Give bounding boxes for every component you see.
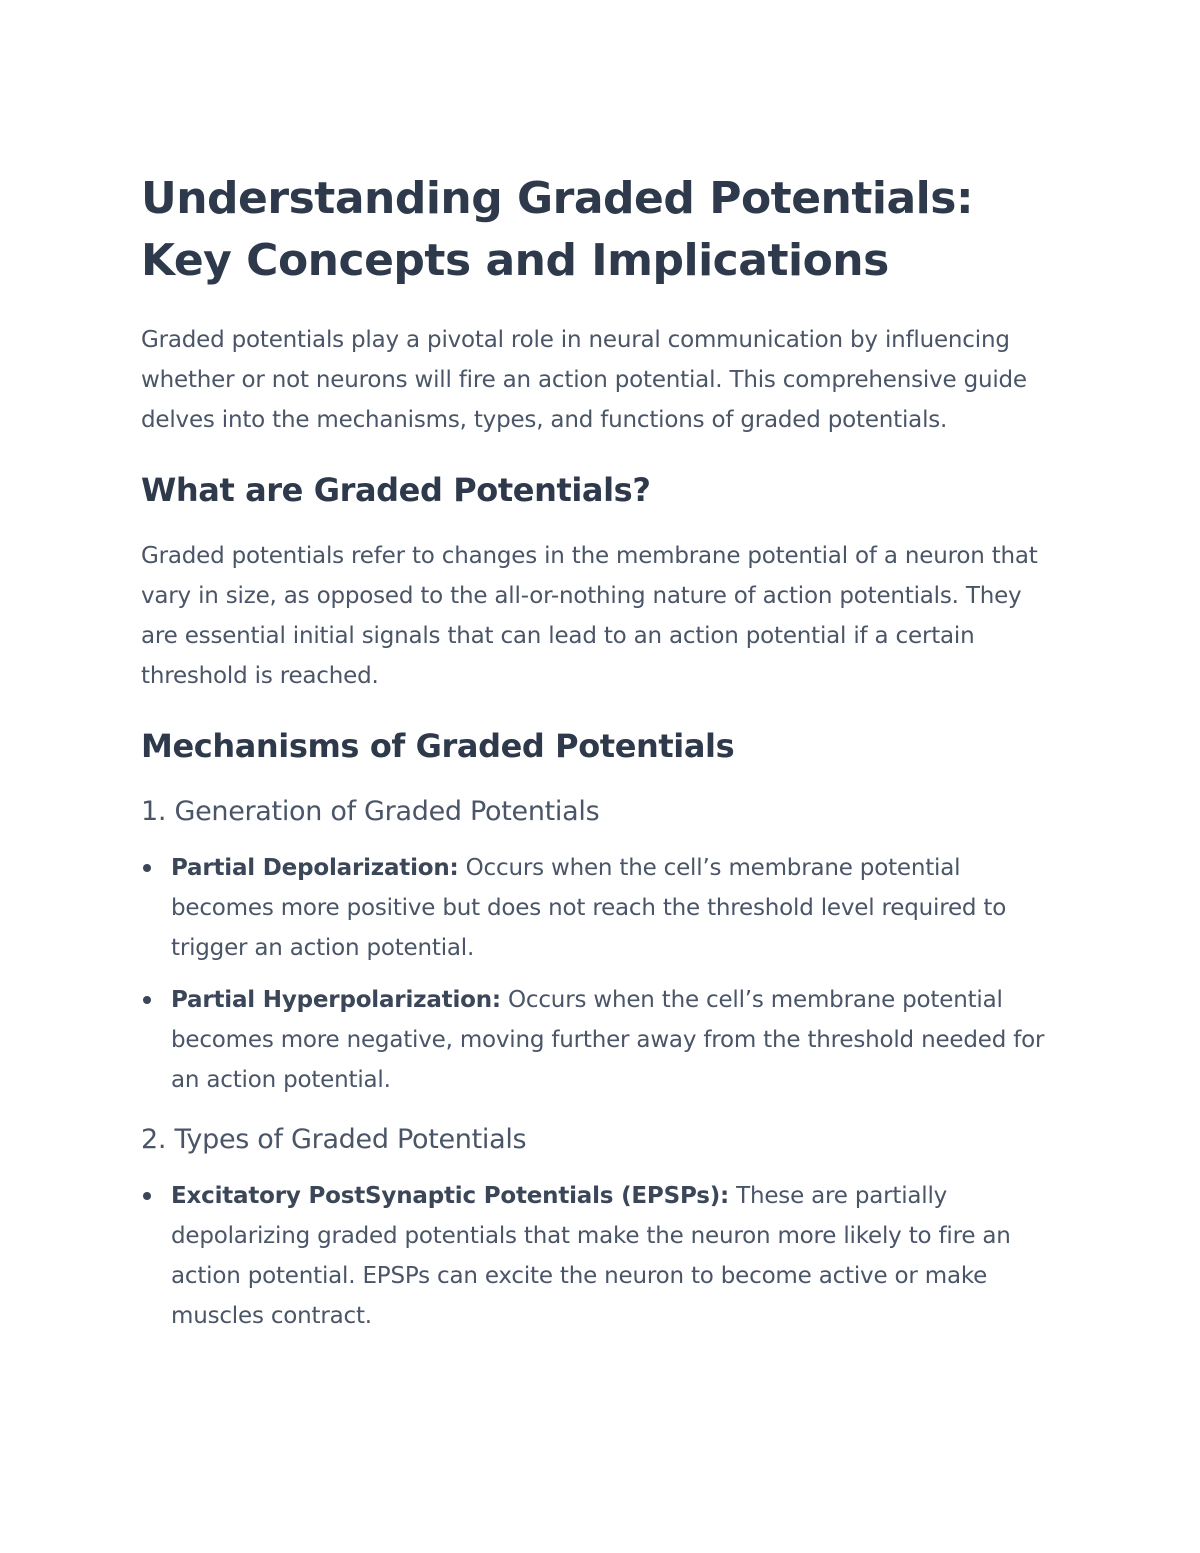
list-item-term: Partial Depolarization:: [171, 855, 459, 881]
document-page: [141, 168, 1056, 1348]
list-item: [141, 848, 1056, 968]
bullet-icon: [143, 864, 151, 872]
list-item-text: Occurs when the cell’s membrane potential becomes more negative, moving further away from the threshold needed for an action potential.: [171, 987, 1045, 1093]
section-heading-mechanisms: Mechanisms of Graded Potentials: [141, 727, 735, 765]
subsection-heading-types: 2. Types of Graded Potentials: [141, 1124, 527, 1155]
section-heading-what-are: What are Graded Potentials?: [141, 471, 651, 509]
list-item-term: Excitatory PostSynaptic Potentials (EPSPs):: [171, 1183, 729, 1209]
section-paragraph-what-are: Graded potentials refer to changes in the membrane potential of a neuron that vary in size, as opposed to the all-or-nothing nature of action potentials. They are essential initial signals that can lead to an action potential if a certain threshold is reached.: [141, 543, 1038, 689]
bullet-icon: [143, 1192, 151, 1200]
list-item-term: Partial Hyperpolarization:: [171, 987, 501, 1013]
list-item: [141, 1176, 1056, 1336]
list-item: [141, 980, 1056, 1100]
types-list: [141, 1176, 1056, 1336]
list-item-text: These are partially depolarizing graded potentials that make the neuron more likely to fire an action potential. EPSPs can excite the neuron to become active or make muscles contract.: [171, 1183, 1011, 1329]
subsection-heading-generation: 1. Generation of Graded Potentials: [141, 796, 600, 827]
intro-paragraph: Graded potentials play a pivotal role in neural communication by influencing whether or not neurons will fire an action potential. This comprehensive guide delves into the mechanisms, types, and functions of graded potentials.: [141, 327, 1027, 433]
generation-list: [141, 848, 1056, 1100]
list-item-text: Occurs when the cell’s membrane potential becomes more positive but does not reach the threshold level required to trigger an action potential.: [171, 855, 1007, 961]
bullet-icon: [143, 996, 151, 1004]
page-title: Understanding Graded Potentials: Key Concepts and Implications: [141, 173, 974, 286]
